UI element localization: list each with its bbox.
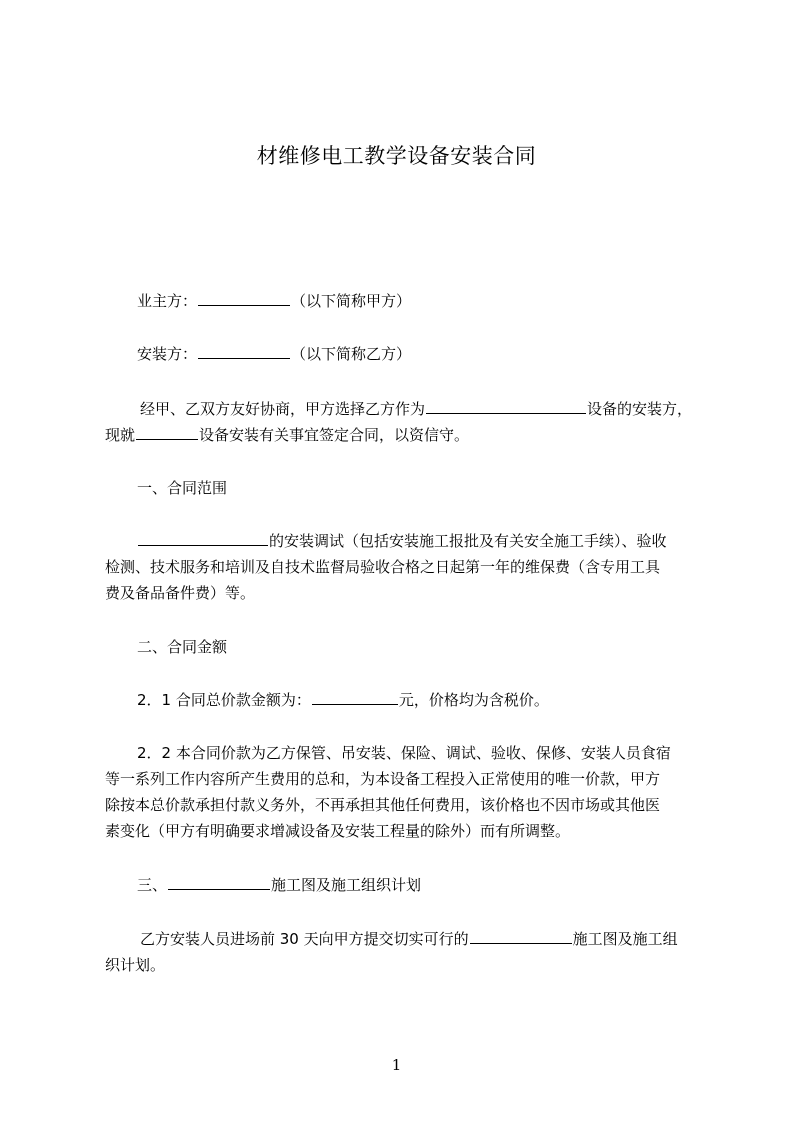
section3-heading-prefix: 三、 — [137, 876, 168, 894]
section1-line-1 — [137, 530, 667, 552]
installer-line — [137, 343, 411, 365]
intro-line-1 — [140, 398, 692, 420]
drawing-blank — [470, 928, 572, 944]
section2-heading: 二、合同金额 — [137, 638, 228, 656]
intro-text-4: 设备安装有关事宜签定合同，以资信守。 — [199, 426, 470, 444]
owner-note: （以下简称甲方） — [291, 292, 412, 310]
owner-line — [137, 290, 411, 312]
section1-text-1: 的安装调试（包括安装施工报批及有关安全施工手续）、验收 — [269, 532, 667, 550]
section3-body-prefix: 乙方安装人员进场前 30 天向甲方提交切实可行的 — [140, 930, 469, 948]
intro-text-3: 现就 — [105, 426, 136, 444]
page-number: 1 — [391, 1056, 402, 1074]
installer-label: 安装方： — [137, 345, 198, 363]
clause-2-2-line-4: 素变化（甲方有明确要求增减设备及安装工程量的除外）而有所调整。 — [105, 822, 571, 840]
installer-blank — [198, 343, 290, 359]
clause-2-2-line-3: 除按本总价款承担付款义务外，不再承担其他任何费用，该价格也不因市场或其他医 — [105, 796, 661, 814]
scope-blank — [138, 530, 268, 546]
clause-2-1-prefix: 2．1 合同总价款金额为： — [137, 691, 311, 709]
clause-2-1 — [137, 689, 549, 711]
owner-blank — [198, 290, 290, 306]
section1-line-3: 费及备品备件费）等。 — [105, 584, 256, 602]
clause-2-1-suffix: 元，价格均为含税价。 — [398, 691, 549, 709]
section3-heading-blank — [168, 874, 270, 890]
section3-line-2: 织计划。 — [105, 956, 166, 974]
section3-body-suffix: 施工图及施工组 — [572, 930, 678, 948]
intro-line-2 — [105, 424, 469, 446]
clause-2-2-line-1: 2．2 本合同价款为乙方保管、吊安装、保险、调试、验收、保修、安装人员食宿 — [137, 744, 671, 762]
clause-2-2-line-2: 等一系列工作内容所产生费用的总和，为本设备工程投入正常使用的唯一价款，甲方 — [105, 770, 661, 788]
section3-heading — [137, 874, 421, 896]
section3-heading-suffix: 施工图及施工组织计划 — [271, 876, 422, 894]
intro-text-1: 经甲、乙双方友好协商，甲方选择乙方作为 — [140, 400, 426, 418]
section3-line-1 — [140, 928, 678, 950]
intro-text-2: 设备的安装方， — [587, 400, 693, 418]
equipment-blank — [426, 398, 586, 414]
owner-label: 业主方： — [137, 292, 198, 310]
installer-note: （以下简称乙方） — [291, 345, 412, 363]
amount-blank — [312, 689, 398, 705]
section1-line-2: 检测、技术服务和培训及自技术监督局验收合格之日起第一年的维保费（含专用工具 — [105, 558, 661, 576]
equipment-blank-2 — [136, 424, 198, 440]
section1-heading: 一、合同范围 — [137, 479, 228, 497]
document-title: 材维修电工教学设备安装合同 — [256, 144, 537, 168]
